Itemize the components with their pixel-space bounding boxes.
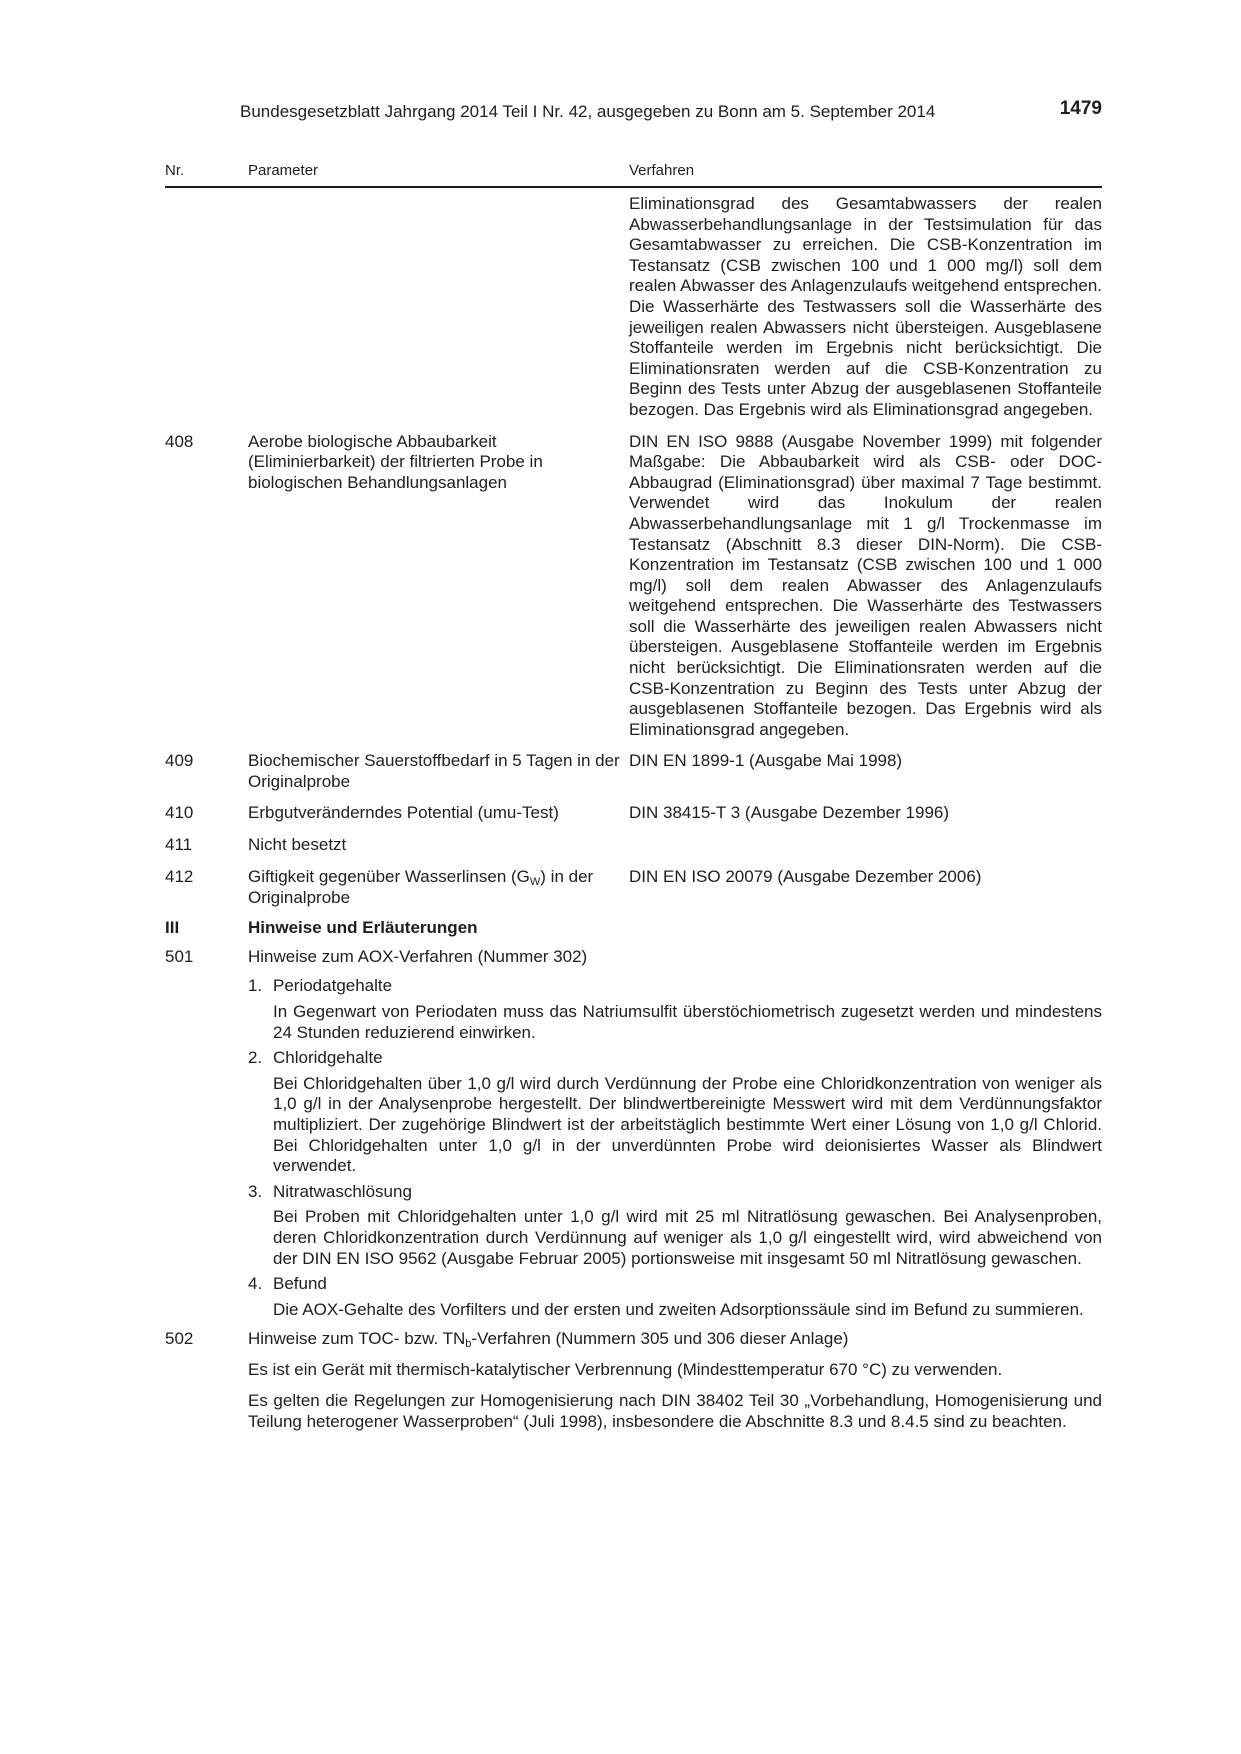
column-header-nr: Nr.: [165, 162, 185, 179]
table-row-410: [165, 803, 1102, 824]
column-header-verfahren: Verfahren: [629, 162, 695, 179]
list-item-3-text: Bei Proben mit Chloridgehalten unter 1,0 g/l wird mit 25 ml Nitratlösung gewaschen. Bei Analysenproben, deren Chloridkonzentration durch Verdünnung auf weniger als 1,0 g/l eingestellt wird, wird abweichend von der DIN EN ISO 9562 (Ausgabe Februar 2005) portionsweise mit insgesamt 50 ml Nitratlösung gewaschen.: [273, 1207, 1102, 1268]
column-header-parameter: Parameter: [248, 162, 319, 179]
row-number: 408: [165, 431, 194, 451]
section-heading: [165, 918, 1102, 939]
list-item-4-text: Die AOX-Gehalte des Vorfilters und der ersten und zweiten Adsorptionssäule sind im Befund zu summieren.: [273, 1299, 1084, 1319]
document-body: [165, 194, 1102, 1432]
verfahren-cell: DIN EN ISO 20079 (Ausgabe Dezember 2006): [629, 867, 982, 887]
list-title-text: Befund: [273, 1274, 327, 1294]
list-title-text: Periodatgehalte: [273, 976, 393, 996]
verfahren-cell: Eliminationsgrad des Gesamtabwassers der realen Abwasserbehandlungsanlage in der Testsimulation für das Gesamtabwasser zu erreichen. Die CSB-Konzentration im Testansatz (CSB zwischen 100 und 1 000 mg/l) soll dem realen Abwasser des Anlagenzulaufs weitgehend entsprechen. Die Wasserhärte des Testwassers soll die Wasserhärte des jeweiligen realen Abwassers nicht übersteigen. Ausgeblasene Stoffanteile werden im Ergebnis nicht berücksichtigt. Die Eliminationsraten werden auf die CSB-Konzentration zu Beginn des Tests unter Abzug der ausgeblasenen Stoffanteile bezogen. Das Ergebnis wird als Eliminationsgrad angegeben.: [629, 194, 1102, 419]
row-number: 412: [165, 867, 194, 887]
table-row-412: [165, 867, 1102, 908]
parameter-cell: Biochemischer Sauerstoffbedarf in 5 Tagen in der Originalprobe: [248, 751, 620, 792]
row-501-title: Hinweise zum AOX-Verfahren (Nummer 302): [248, 947, 588, 967]
parameter-cell: [248, 867, 620, 908]
list-title-text: Nitratwaschlösung: [273, 1181, 412, 1201]
title-text-b: -Verfahren (Nummern 305 und 306 dieser Anlage): [471, 1329, 849, 1349]
row-502-title: [248, 1329, 1048, 1350]
table-row-408: [165, 432, 1102, 741]
row-number: 411: [165, 835, 193, 855]
table-header: [165, 160, 1102, 188]
list-item-3-title: [248, 1182, 1102, 1203]
list-item-4-title: [248, 1274, 1102, 1295]
row-number: 410: [165, 803, 194, 823]
subscript-b: b: [465, 1338, 472, 1351]
parameter-cell: Nicht besetzt: [248, 835, 347, 855]
list-item-2-text: Bei Chloridgehalten über 1,0 g/l wird durch Verdünnung der Probe eine Chloridkonzentration von weniger als 1,0 g/l in der Analysenprobe hergestellt. Der blindwertbereinigte Messwert wird mit dem Verdünnungsfaktor multipliziert. Der zugehörige Blindwert ist der arbeitstäglich bestimmte Wert einer Lösung von 1,0 g/l Chlorid. Bei Chloridgehalten unter 1,0 g/l in der unverdünnten Probe wird deionisiertes Wasser als Blindwert verwendet.: [273, 1073, 1102, 1176]
parameter-cell: Erbgutveränderndes Potential (umu-Test): [248, 803, 559, 823]
list-number: 3.: [248, 1181, 263, 1201]
section-title: Hinweise und Erläuterungen: [248, 918, 478, 938]
list-item-1-title: [248, 976, 1102, 997]
row-501: [165, 947, 1102, 968]
row-number: 409: [165, 751, 194, 771]
paragraph-502-2: Es gelten die Regelungen zur Homogenisierung nach DIN 38402 Teil 30 „Vorbehandlung, Homogenisierung und Teilung heterogener Wasserproben“ (Juli 1998), insbesondere die Abschnitte 8.3 und 8.4.5 sind zu beachten.: [248, 1390, 1102, 1431]
list-item-2-title: [248, 1048, 1102, 1069]
table-row-continuation: [165, 194, 1102, 421]
list-title-text: Chloridgehalte: [273, 1048, 383, 1068]
verfahren-cell: DIN EN ISO 9888 (Ausgabe November 1999) mit folgender Maßgabe: Die Abbaubarkeit wird als CSB- oder DOC-Abbaugrad (Eliminationsgrad) über maximal 7 Tage bestimmt. Verwendet wird das Inokulum der realen Abwasserbehandlungsanlage mit 1 g/l Trockenmasse im Testansatz (Abschnitt 8.3 dieser DIN-Norm). Die CSB-Konzentration im Testansatz (CSB zwischen 100 und 1 000 mg/l) soll dem realen Abwasser des Anlagenzulaufs weitgehend entsprechen. Die Wasserhärte des Testwassers soll die Wasserhärte des jeweiligen realen Abwassers nicht übersteigen. Ausgeblasene Stoffanteile werden im Ergebnis nicht berücksichtigt. Die Eliminationsraten werden auf die CSB-Konzentration zu Beginn des Tests unter Abzug der ausgeblasenen Stoffanteile bezogen. Das Ergebnis wird als Eliminationsgrad angegeben.: [629, 431, 1102, 739]
verfahren-cell: DIN 38415-T 3 (Ausgabe Dezember 1996): [629, 803, 950, 823]
list-number: 4.: [248, 1274, 263, 1294]
list-item-1-text: In Gegenwart von Periodaten muss das Natriumsulfit überstöchiometrisch zugesetzt werden und mindestens 24 Stunden reduzierend einwirken.: [273, 1002, 1102, 1042]
page-header: [240, 98, 1102, 128]
running-header: Bundesgesetzblatt Jahrgang 2014 Teil I Nr. 42, ausgegeben zu Bonn am 5. September 2014: [240, 102, 936, 121]
page-number: 1479: [1059, 98, 1102, 119]
parameter-text-a: Giftigkeit gegenüber Wasserlinsen (G: [248, 867, 530, 887]
parameter-text-b: ) in der Originalprobe: [248, 867, 594, 908]
parameter-cell: Aerobe biologische Abbaubarkeit (Eliminierbarkeit) der filtrierten Probe in biologischen Behandlungsanlagen: [248, 431, 543, 492]
title-text-a: Hinweise zum TOC- bzw. TN: [248, 1329, 466, 1349]
section-number: III: [165, 918, 180, 938]
list-number: 1.: [248, 976, 263, 996]
row-502: [165, 1329, 1102, 1350]
paragraph-502-1: Es ist ein Gerät mit thermisch-katalytischer Verbrennung (Mindesttemperatur 670 °C) zu verwenden.: [248, 1360, 1003, 1380]
row-number: 502: [165, 1329, 194, 1349]
list-number: 2.: [248, 1048, 263, 1068]
table-row-409: [165, 751, 1102, 792]
subscript-w: W: [529, 876, 541, 889]
table-row-411: [165, 835, 1102, 856]
row-number: 501: [165, 947, 194, 967]
verfahren-cell: DIN EN 1899-1 (Ausgabe Mai 1998): [629, 751, 903, 771]
